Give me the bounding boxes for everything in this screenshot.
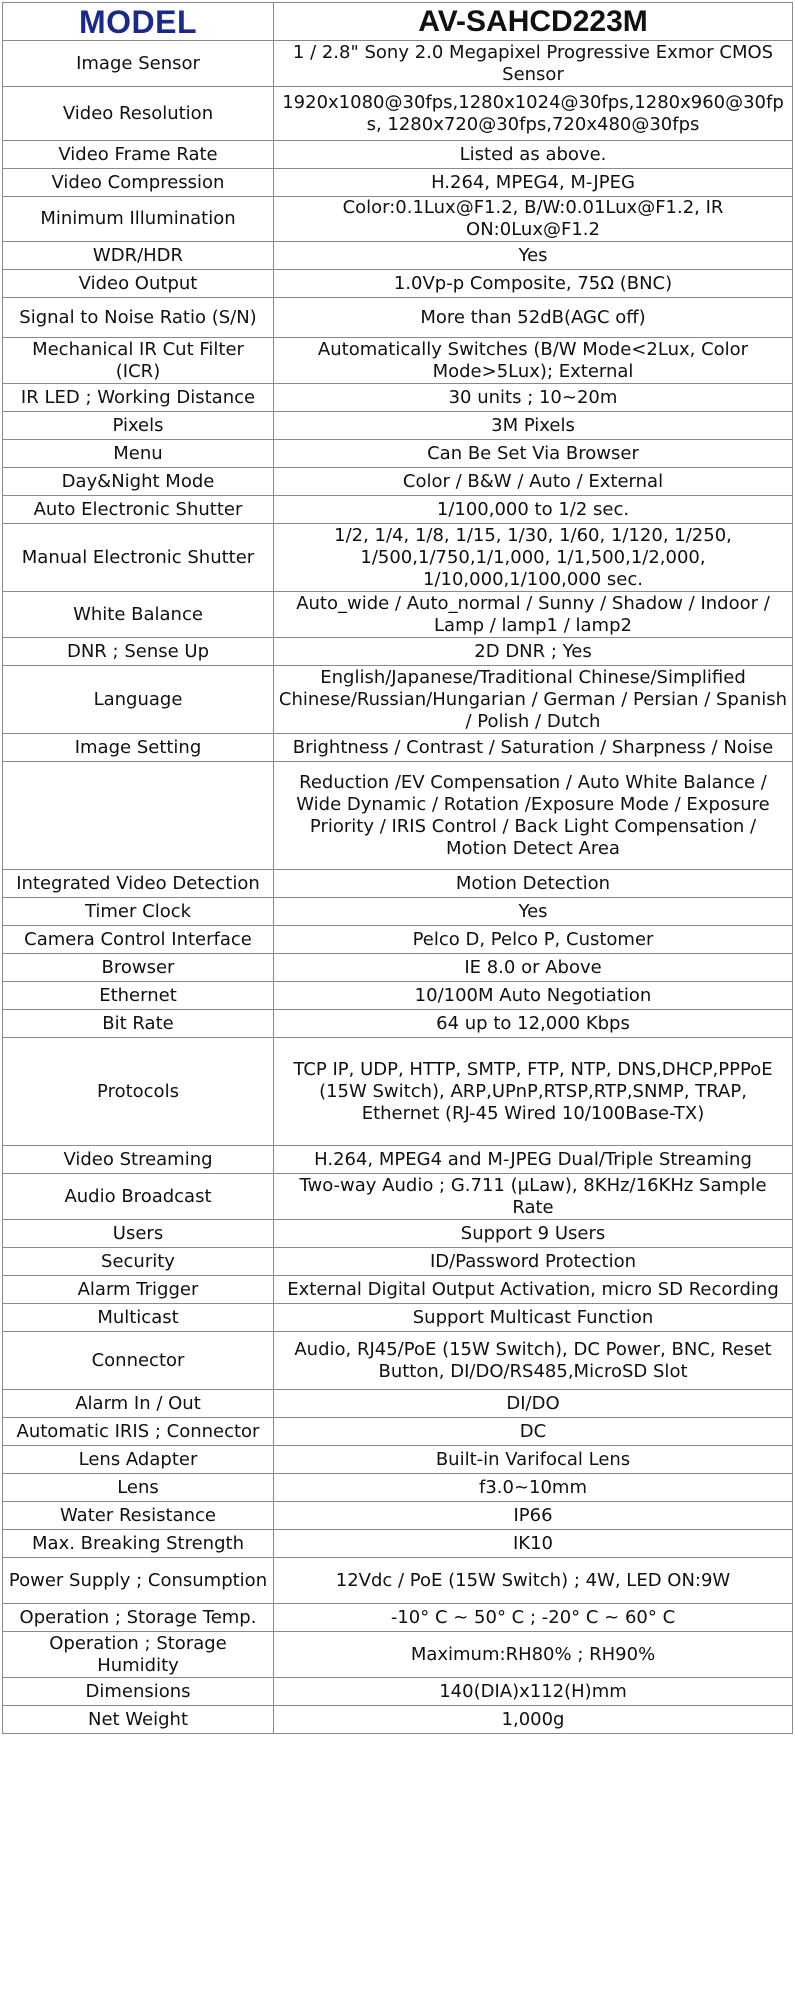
spec-value: 140(DIA)x112(H)mm <box>274 1678 793 1706</box>
spec-row <box>3 1530 793 1558</box>
spec-label: Operation ; Storage Humidity <box>3 1632 274 1678</box>
spec-row <box>3 242 793 270</box>
spec-label: Video Frame Rate <box>3 141 274 169</box>
spec-label: Auto Electronic Shutter <box>3 496 274 524</box>
spec-label: Audio Broadcast <box>3 1174 274 1220</box>
spec-label: Power Supply ; Consumption <box>3 1558 274 1604</box>
spec-row <box>3 496 793 524</box>
spec-value: Can Be Set Via Browser <box>274 440 793 468</box>
spec-value: ID/Password Protection <box>274 1248 793 1276</box>
spec-label: White Balance <box>3 592 274 638</box>
spec-label: Mechanical IR Cut Filter (ICR) <box>3 338 274 384</box>
spec-label: Manual Electronic Shutter <box>3 524 274 592</box>
spec-label: Ethernet <box>3 982 274 1010</box>
spec-label: Max. Breaking Strength <box>3 1530 274 1558</box>
spec-label: Net Weight <box>3 1706 274 1734</box>
spec-row <box>3 954 793 982</box>
spec-value: IP66 <box>274 1502 793 1530</box>
spec-row <box>3 870 793 898</box>
spec-row <box>3 1632 793 1678</box>
spec-value: 64 up to 12,000 Kbps <box>274 1010 793 1038</box>
spec-row <box>3 169 793 197</box>
spec-row <box>3 384 793 412</box>
spec-label: Timer Clock <box>3 898 274 926</box>
spec-label: Operation ; Storage Temp. <box>3 1604 274 1632</box>
spec-label: Users <box>3 1220 274 1248</box>
spec-value: Support Multicast Function <box>274 1304 793 1332</box>
spec-row <box>3 1678 793 1706</box>
spec-label: Image Setting <box>3 734 274 762</box>
spec-value: Brightness / Contrast / Saturation / Sharpness / Noise <box>274 734 793 762</box>
spec-row <box>3 762 793 870</box>
spec-row <box>3 1604 793 1632</box>
spec-value: H.264, MPEG4 and M-JPEG Dual/Triple Streaming <box>274 1146 793 1174</box>
spec-value: H.264, MPEG4, M-JPEG <box>274 169 793 197</box>
spec-row <box>3 898 793 926</box>
spec-row <box>3 1706 793 1734</box>
spec-value: 2D DNR ; Yes <box>274 638 793 666</box>
spec-label: Multicast <box>3 1304 274 1332</box>
spec-label: Browser <box>3 954 274 982</box>
spec-value: Pelco D, Pelco P, Customer <box>274 926 793 954</box>
spec-value: 1/2, 1/4, 1/8, 1/15, 1/30, 1/60, 1/120, 1/250, 1/500,1/750,1/1,000, 1/1,500,1/2,000, 1/10,000,1/100,000 sec. <box>274 524 793 592</box>
spec-row <box>3 982 793 1010</box>
model-number: AV-SAHCD223M <box>274 3 793 41</box>
spec-label: Image Sensor <box>3 41 274 87</box>
spec-label: IR LED ; Working Distance <box>3 384 274 412</box>
spec-value: Reduction /EV Compensation / Auto White Balance / Wide Dynamic / Rotation /Exposure Mode / Exposure Priority / IRIS Control / Back Light Compensation / Motion Detect Area <box>274 762 793 870</box>
spec-row <box>3 926 793 954</box>
spec-row <box>3 1332 793 1390</box>
spec-value: 3M Pixels <box>274 412 793 440</box>
spec-label: Language <box>3 666 274 734</box>
spec-label: Lens <box>3 1474 274 1502</box>
spec-value: DI/DO <box>274 1390 793 1418</box>
spec-value: External Digital Output Activation, micro SD Recording <box>274 1276 793 1304</box>
spec-row <box>3 1502 793 1530</box>
spec-value: Audio, RJ45/PoE (15W Switch), DC Power, BNC, Reset Button, DI/DO/RS485,MicroSD Slot <box>274 1332 793 1390</box>
spec-row <box>3 1558 793 1604</box>
spec-label: Day&Night Mode <box>3 468 274 496</box>
spec-row <box>3 41 793 87</box>
spec-value: -10° C ~ 50° C ; -20° C ~ 60° C <box>274 1604 793 1632</box>
spec-label: Dimensions <box>3 1678 274 1706</box>
spec-value: Yes <box>274 898 793 926</box>
spec-row <box>3 1390 793 1418</box>
spec-row <box>3 1220 793 1248</box>
spec-row <box>3 1446 793 1474</box>
spec-row <box>3 592 793 638</box>
spec-label: Integrated Video Detection <box>3 870 274 898</box>
spec-label: Camera Control Interface <box>3 926 274 954</box>
spec-row <box>3 1418 793 1446</box>
spec-value: 1 / 2.8" Sony 2.0 Megapixel Progressive Exmor CMOS Sensor <box>274 41 793 87</box>
spec-value: More than 52dB(AGC off) <box>274 298 793 338</box>
spec-value: Support 9 Users <box>274 1220 793 1248</box>
spec-row <box>3 1304 793 1332</box>
spec-row <box>3 734 793 762</box>
spec-value: Two-way Audio ; G.711 (μLaw), 8KHz/16KHz Sample Rate <box>274 1174 793 1220</box>
model-heading: MODEL <box>3 3 274 41</box>
spec-value: Color:0.1Lux@F1.2, B/W:0.01Lux@F1.2, IR ON:0Lux@F1.2 <box>274 197 793 242</box>
spec-row <box>3 338 793 384</box>
spec-row <box>3 638 793 666</box>
spec-value: 12Vdc / PoE (15W Switch) ; 4W, LED ON:9W <box>274 1558 793 1604</box>
spec-value: Maximum:RH80% ; RH90% <box>274 1632 793 1678</box>
spec-label: Video Compression <box>3 169 274 197</box>
spec-row <box>3 468 793 496</box>
spec-row <box>3 412 793 440</box>
spec-label <box>3 762 274 870</box>
spec-value: Color / B&W / Auto / External <box>274 468 793 496</box>
spec-label: Menu <box>3 440 274 468</box>
spec-label: Bit Rate <box>3 1010 274 1038</box>
spec-value: Auto_wide / Auto_normal / Sunny / Shadow / Indoor / Lamp / lamp1 / lamp2 <box>274 592 793 638</box>
spec-value: Motion Detection <box>274 870 793 898</box>
spec-label: Security <box>3 1248 274 1276</box>
spec-row <box>3 1276 793 1304</box>
spec-label: Automatic IRIS ; Connector <box>3 1418 274 1446</box>
spec-label: Alarm Trigger <box>3 1276 274 1304</box>
spec-row <box>3 1010 793 1038</box>
spec-label: Signal to Noise Ratio (S/N) <box>3 298 274 338</box>
spec-value: TCP IP, UDP, HTTP, SMTP, FTP, NTP, DNS,DHCP,PPPoE (15W Switch), ARP,UPnP,RTSP,RTP,SNMP, TRAP, Ethernet (RJ-45 Wired 10/100Base-TX) <box>274 1038 793 1146</box>
spec-value: f3.0~10mm <box>274 1474 793 1502</box>
spec-label: DNR ; Sense Up <box>3 638 274 666</box>
spec-value: IE 8.0 or Above <box>274 954 793 982</box>
spec-label: Video Resolution <box>3 87 274 141</box>
spec-row <box>3 197 793 242</box>
spec-row <box>3 1174 793 1220</box>
spec-row <box>3 298 793 338</box>
spec-label: Lens Adapter <box>3 1446 274 1474</box>
spec-value: Built-in Varifocal Lens <box>274 1446 793 1474</box>
spec-value: 1/100,000 to 1/2 sec. <box>274 496 793 524</box>
spec-label: Water Resistance <box>3 1502 274 1530</box>
spec-value: DC <box>274 1418 793 1446</box>
spec-label: Alarm In / Out <box>3 1390 274 1418</box>
spec-value: Listed as above. <box>274 141 793 169</box>
spec-row <box>3 270 793 298</box>
spec-value: 1920x1080@30fps,1280x1024@30fps,1280x960@30fps, 1280x720@30fps,720x480@30fps <box>274 87 793 141</box>
spec-label: Protocols <box>3 1038 274 1146</box>
spec-value: Yes <box>274 242 793 270</box>
spec-label: Connector <box>3 1332 274 1390</box>
spec-table <box>2 2 793 1734</box>
spec-value: English/Japanese/Traditional Chinese/Simplified Chinese/Russian/Hungarian / German / Persian / Spanish / Polish / Dutch <box>274 666 793 734</box>
spec-row <box>3 666 793 734</box>
spec-row <box>3 1146 793 1174</box>
spec-value: IK10 <box>274 1530 793 1558</box>
spec-label: Video Streaming <box>3 1146 274 1174</box>
spec-value: 1,000g <box>274 1706 793 1734</box>
spec-row <box>3 440 793 468</box>
spec-row <box>3 1038 793 1146</box>
spec-value: 10/100M Auto Negotiation <box>274 982 793 1010</box>
spec-row <box>3 1474 793 1502</box>
spec-row <box>3 524 793 592</box>
spec-label: WDR/HDR <box>3 242 274 270</box>
header-row <box>3 3 793 41</box>
spec-value: 30 units ; 10~20m <box>274 384 793 412</box>
spec-value: Automatically Switches (B/W Mode<2Lux, Color Mode>5Lux); External <box>274 338 793 384</box>
spec-row <box>3 1248 793 1276</box>
spec-row <box>3 87 793 141</box>
spec-label: Minimum Illumination <box>3 197 274 242</box>
spec-label: Pixels <box>3 412 274 440</box>
spec-row <box>3 141 793 169</box>
spec-value: 1.0Vp-p Composite, 75Ω (BNC) <box>274 270 793 298</box>
spec-label: Video Output <box>3 270 274 298</box>
